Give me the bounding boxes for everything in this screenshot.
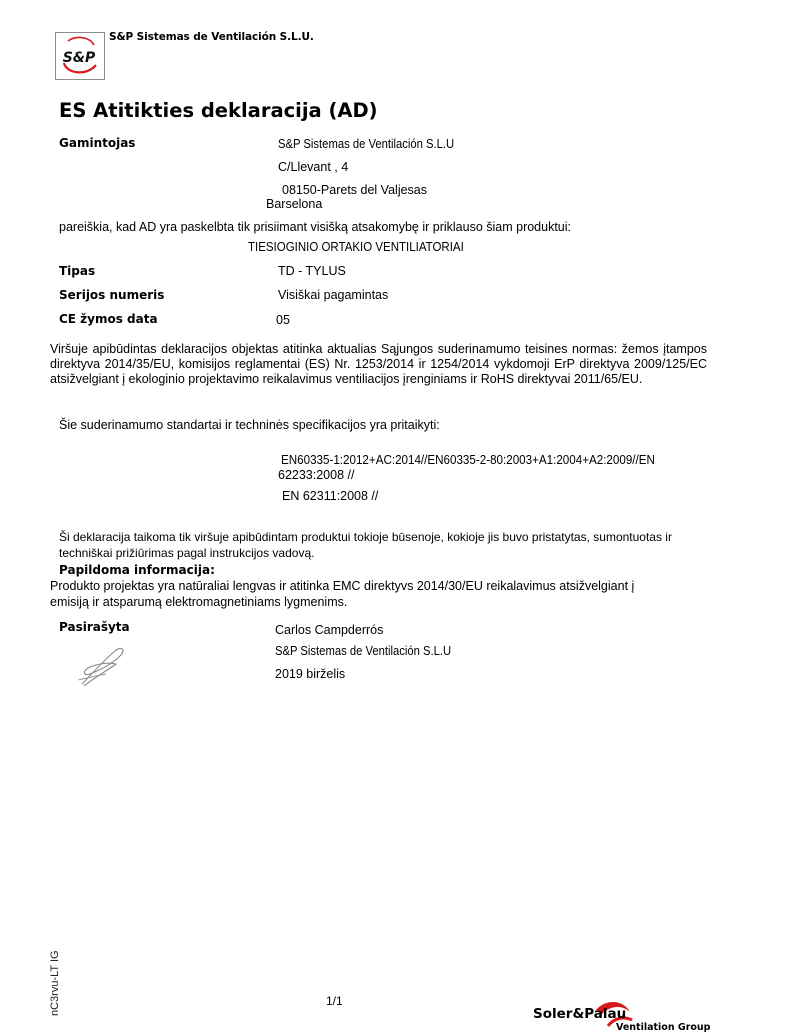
standard-line-1: EN60335-1:2012+AC:2014//EN60335-2-80:2003+A1:2004+A2:2009//EN: [281, 453, 655, 467]
sp-logo-icon: [56, 33, 103, 78]
logo-text: S&P: [62, 50, 96, 66]
serial-label: Serijos numeris: [59, 288, 165, 302]
applicability-line-1: Ši deklaracija taikoma tik viršuje apibūdintam produktui tokioje būsenoje, kokioje jis buvo pristatytas, sumontuotas ir: [59, 530, 672, 544]
ce-date-label: CE žymos data: [59, 312, 158, 326]
standards-intro: Šie suderinamumo standartai ir techninės specifikacijos yra pritaikyti:: [59, 418, 440, 432]
manufacturer-label: Gamintojas: [59, 136, 136, 150]
signer-company: S&P Sistemas de Ventilación S.L.U: [275, 644, 452, 658]
type-value: TD - TYLUS: [278, 264, 346, 278]
signature-date: 2019 birželis: [275, 667, 346, 681]
manufacturer-city: 08150-Parets del Valjesas: [282, 183, 427, 197]
brand-name: Soler&Palau: [533, 1006, 627, 1022]
signed-label: Pasirašyta: [59, 620, 130, 634]
page-number: 1/1: [326, 994, 343, 1008]
additional-info-heading: Papildoma informacija:: [59, 563, 215, 577]
additional-info-line-1: Produkto projektas yra natūraliai lengvas ir atitinka EMC direktyvs 2014/30/EU reikalavimus atsižvelgiant į: [50, 579, 635, 593]
standard-line-2: 62233:2008 //: [278, 468, 355, 482]
serial-value: Visiškai pagamintas: [278, 288, 389, 302]
handwritten-signature: [72, 640, 132, 692]
declaration-intro: pareiškia, kad AD yra paskelbta tik prisiimant visišką atsakomybę ir priklauso šiam produktui:: [59, 220, 572, 234]
manufacturer-region: Barselona: [266, 197, 323, 211]
standard-line-3: EN 62311:2008 //: [282, 489, 379, 503]
ce-date-value: 05: [276, 313, 290, 327]
brand-subtitle: Ventilation Group: [616, 1022, 711, 1033]
manufacturer-name: S&P Sistemas de Ventilación S.L.U: [278, 137, 455, 151]
type-label: Tipas: [59, 264, 96, 278]
conformity-paragraph: Viršuje apibūdintas deklaracijos objektas atitinka aktualias Sąjungos suderinamumo teisines normas: žemos įtampos direktyva 2014/35/EU, komisijos reglamentai (ES) Nr. 1253/2014 ir 1254/2014 vykdomoji ErP direktyva 2009/125/EC atsižvelgiant į ekologinio projektavimo reikalavimus ventiliacijos įrenginiams ir RoHS direktyvai 2011/65/EU.: [50, 342, 707, 386]
manufacturer-street: C/Llevant , 4: [278, 160, 349, 174]
product-name: TIESIOGINIO ORTAKIO VENTILIATORIAI: [248, 240, 464, 254]
signer-name: Carlos Campderrós: [275, 623, 384, 637]
document-code: nC3rvu-LT IG: [49, 950, 61, 1016]
applicability-line-2: techniškai prižiūrimas pagal instrukcijos vadovą.: [59, 546, 315, 560]
page-title: ES Atitikties deklaracija (AD): [59, 99, 378, 122]
header-company-name: S&P Sistemas de Ventilación S.L.U.: [109, 31, 314, 43]
company-logo: [55, 32, 105, 80]
additional-info-line-2: emisiją ir atsparumą elektromagnetiniams lygmenims.: [50, 595, 348, 609]
